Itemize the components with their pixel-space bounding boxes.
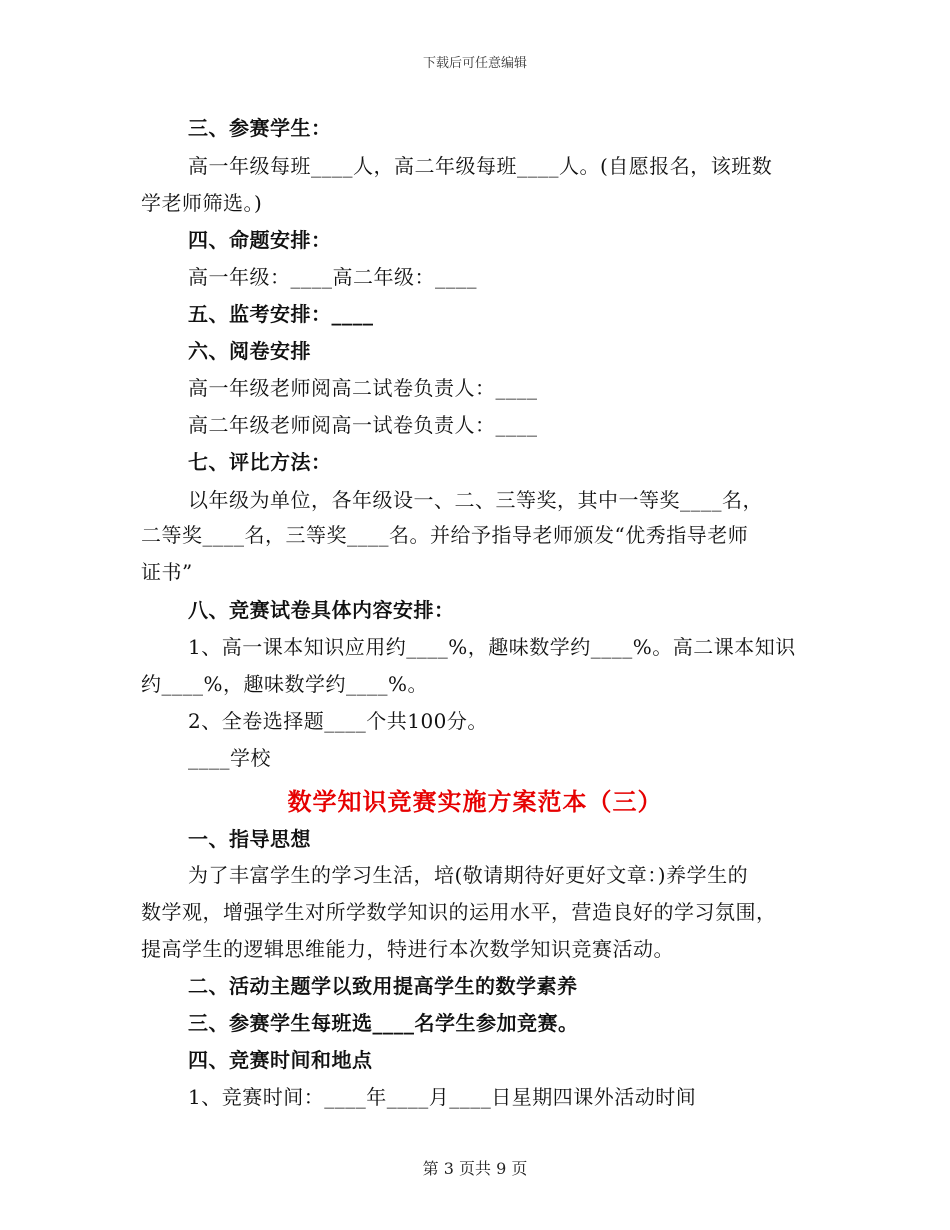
paragraph-line: 高一年级：____高二年级：____ <box>188 265 477 289</box>
document-title: 数学知识竞赛实施方案范本（三） <box>287 787 663 816</box>
section-heading-guiding-thought: 一、指导思想 <box>188 827 311 851</box>
paragraph-line: 提高学生的逻辑思维能力，特进行本次数学知识竞赛活动。 <box>141 937 674 961</box>
paragraph-line: 高二年级老师阅高一试卷负责人：____ <box>188 413 538 437</box>
section-heading-theme: 二、活动主题学以致用提高学生的数学素养 <box>188 974 578 998</box>
section-heading-time-place: 四、竞赛时间和地点 <box>188 1048 373 1072</box>
paragraph-line: 为了丰富学生的学习生活，培(敬请期待好更好文章：)养学生的 <box>188 863 749 887</box>
paragraph-line: ____学校 <box>188 746 271 770</box>
paragraph-line: 学老师筛选。) <box>141 191 263 215</box>
section-heading-invigilation: 五、监考安排：____ <box>188 302 374 326</box>
header-note: 下载后可任意编辑 <box>422 56 527 71</box>
paragraph-line: 1、竞赛时间：____年____月____日星期四课外活动时间 <box>188 1085 697 1109</box>
page-number: 第 3 页共 9 页 <box>422 1159 528 1178</box>
section-heading-marking: 六、阅卷安排 <box>188 339 311 363</box>
section-heading-participants-count: 三、参赛学生每班选____名学生参加竞赛。 <box>188 1011 579 1035</box>
paragraph-line: 以年级为单位，各年级设一、二、三等奖，其中一等奖____名， <box>188 488 763 512</box>
paragraph-line: 约____%，趣味数学约____%。 <box>141 672 429 696</box>
section-heading-participants: 三、参赛学生： <box>188 116 332 140</box>
paragraph-line: 证书” <box>141 560 193 584</box>
paragraph-line: 2、全卷选择题____个共100分。 <box>188 709 488 733</box>
paragraph-line: 数学观，增强学生对所学数学知识的运用水平，营造良好的学习氛围， <box>141 900 777 924</box>
paragraph-line: 高一年级老师阅高二试卷负责人：____ <box>188 376 538 400</box>
paragraph-line: 高一年级每班____人，高二年级每班____人。(自愿报名，该班数 <box>188 154 773 178</box>
paragraph-line: 二等奖____名，三等奖____名。并给予指导老师颁发“优秀指导老师 <box>141 523 749 547</box>
section-heading-proposition: 四、命题安排： <box>188 228 332 252</box>
section-heading-evaluation: 七、评比方法： <box>188 450 332 474</box>
paragraph-line: 1、高一课本知识应用约____%，趣味数学约____%。高二课本知识 <box>188 635 796 659</box>
section-heading-exam-content: 八、竞赛试卷具体内容安排： <box>188 598 455 622</box>
